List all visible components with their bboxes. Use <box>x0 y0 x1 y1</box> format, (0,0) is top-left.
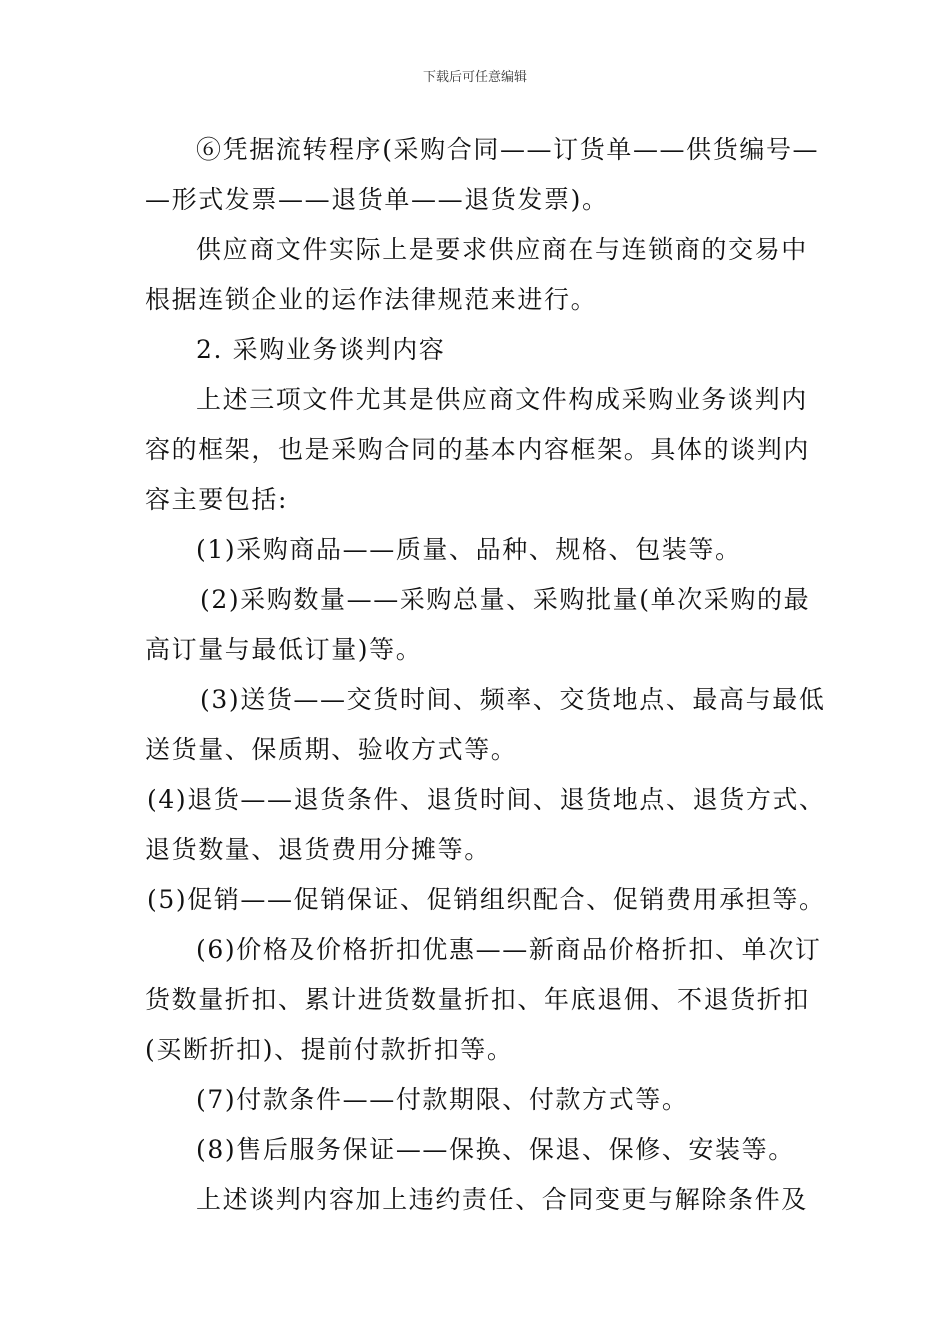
text-line-1: ⑥凭据流转程序(采购合同——订货单——供货编号— <box>196 135 820 164</box>
list-item-8: (8)售后服务保证——保换、保退、保修、安装等。 <box>196 1135 795 1164</box>
text-line-7: 容的框架，也是采购合同的基本内容框架。具体的谈判内 <box>145 435 811 464</box>
text-line-4: 根据连锁企业的运作法律规范来进行。 <box>145 285 598 314</box>
text-line-8: 容主要包括: <box>145 485 289 514</box>
list-item-6-cont-1: 货数量折扣、累计进货数量折扣、年底退佣、不退货折扣 <box>145 985 811 1014</box>
list-item-2: (2)采购数量——采购总量、采购批量(单次采购的最 <box>200 585 811 614</box>
section-heading: 2. 采购业务谈判内容 <box>196 335 446 364</box>
text-line-6: 上述三项文件尤其是供应商文件构成采购业务谈判内 <box>196 385 808 414</box>
list-item-6: (6)价格及价格折扣优惠——新商品价格折扣、单次订 <box>196 935 822 964</box>
list-item-7: (7)付款条件——付款期限、付款方式等。 <box>196 1085 689 1114</box>
text-line-3: 供应商文件实际上是要求供应商在与连锁商的交易中 <box>196 235 808 264</box>
list-item-2-cont: 高订量与最低订量)等。 <box>145 635 423 664</box>
page-header: 下载后可任意编辑 <box>422 70 527 85</box>
list-item-4-cont: 退货数量、退货费用分摊等。 <box>145 835 491 864</box>
text-line-last: 上述谈判内容加上违约责任、合同变更与解除条件及 <box>196 1185 808 1214</box>
list-item-6-cont-2: (买断折扣)、提前付款折扣等。 <box>145 1035 514 1064</box>
list-item-3: (3)送货——交货时间、频率、交货地点、最高与最低 <box>200 685 826 714</box>
list-item-3-cont: 送货量、保质期、验收方式等。 <box>145 735 518 764</box>
list-item-5: (5)促销——促销保证、促销组织配合、促销费用承担等。 <box>147 885 826 914</box>
list-item-4: (4)退货——退货条件、退货时间、退货地点、退货方式、 <box>147 785 826 814</box>
list-item-1: (1)采购商品——质量、品种、规格、包装等。 <box>196 535 742 564</box>
text-line-2: —形式发票——退货单——退货发票)。 <box>145 185 609 214</box>
